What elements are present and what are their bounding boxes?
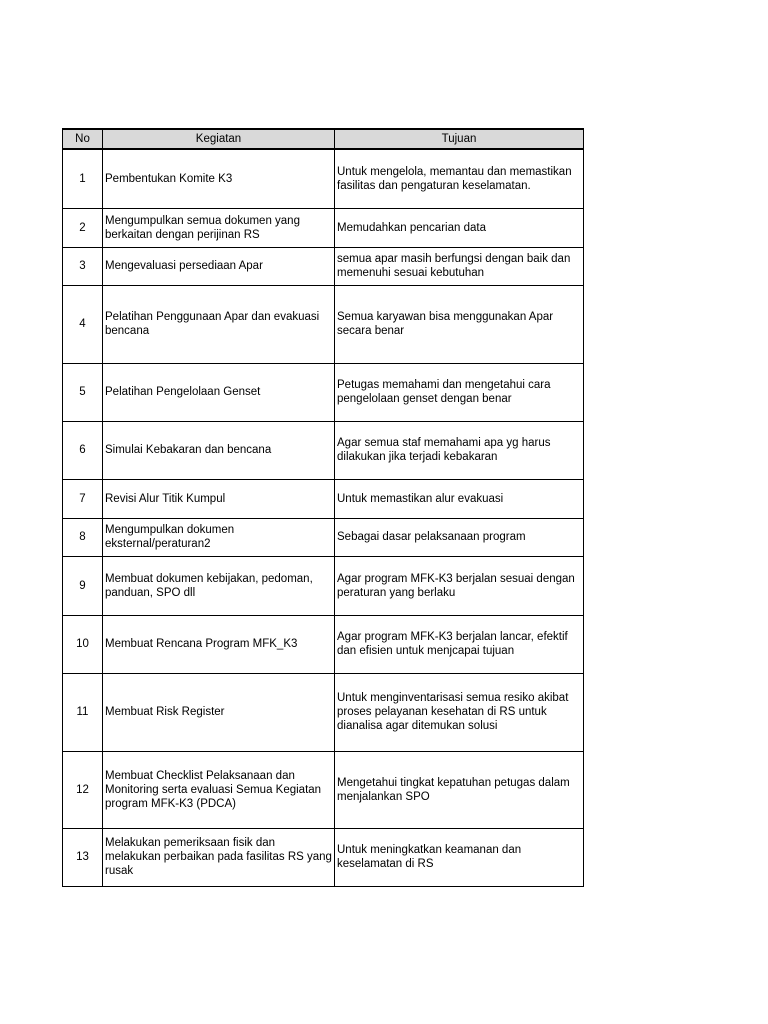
row-no: 6 [63,421,103,479]
table-body [63,149,584,886]
row-tujuan: Memudahkan pencarian data [335,208,584,247]
row-no: 13 [63,828,103,886]
table-row [63,556,584,615]
row-kegiatan: Simulai Kebakaran dan bencana [103,421,335,479]
row-tujuan: Petugas memahami dan mengetahui cara pengelolaan genset dengan benar [335,363,584,421]
row-no: 11 [63,673,103,751]
row-no: 7 [63,479,103,518]
row-kegiatan: Membuat dokumen kebijakan, pedoman, panduan, SPO dll [103,556,335,615]
row-no: 1 [63,149,103,208]
row-tujuan: Agar program MFK-K3 berjalan sesuai dengan peraturan yang berlaku [335,556,584,615]
table-row [63,247,584,285]
row-tujuan: semua apar masih berfungsi dengan baik dan memenuhi sesuai kebutuhan [335,247,584,285]
row-tujuan: Mengetahui tingkat kepatuhan petugas dalam menjalankan SPO [335,751,584,828]
table-row [63,421,584,479]
row-kegiatan: Revisi Alur Titik Kumpul [103,479,335,518]
table-row [63,673,584,751]
row-kegiatan: Mengumpulkan dokumen eksternal/peraturan2 [103,518,335,556]
row-no: 12 [63,751,103,828]
row-tujuan: Untuk menginventarisasi semua resiko akibat proses pelayanan kesehatan di RS untuk dianalisa agar ditemukan solusi [335,673,584,751]
table-header [63,129,584,149]
row-kegiatan: Pelatihan Penggunaan Apar dan evakuasi bencana [103,285,335,363]
row-tujuan: Untuk mengelola, memantau dan memastikan fasilitas dan pengaturan keselamatan. [335,149,584,208]
row-tujuan: Sebagai dasar pelaksanaan program [335,518,584,556]
row-kegiatan: Membuat Risk Register [103,673,335,751]
table-row [63,479,584,518]
table-row [63,149,584,208]
row-kegiatan: Melakukan pemeriksaan fisik dan melakukan perbaikan pada fasilitas RS yang rusak [103,828,335,886]
row-kegiatan: Membuat Rencana Program MFK_K3 [103,615,335,673]
row-tujuan: Semua karyawan bisa menggunakan Apar secara benar [335,285,584,363]
row-no: 8 [63,518,103,556]
table-row [63,208,584,247]
header-row [63,129,584,149]
row-tujuan: Untuk memastikan alur evakuasi [335,479,584,518]
table-row [63,751,584,828]
row-no: 3 [63,247,103,285]
row-no: 10 [63,615,103,673]
table-row [63,828,584,886]
table-row [63,615,584,673]
row-kegiatan: Mengumpulkan semua dokumen yang berkaitan dengan perijinan RS [103,208,335,247]
row-no: 2 [63,208,103,247]
header-tujuan: Tujuan [335,129,584,149]
row-no: 9 [63,556,103,615]
row-kegiatan: Pembentukan Komite K3 [103,149,335,208]
row-no: 5 [63,363,103,421]
row-tujuan: Agar semua staf memahami apa yg harus dilakukan jika terjadi kebakaran [335,421,584,479]
row-tujuan: Agar program MFK-K3 berjalan lancar, efektif dan efisien untuk menjcapai tujuan [335,615,584,673]
header-kegiatan: Kegiatan [103,129,335,149]
row-tujuan: Untuk meningkatkan keamanan dan keselamatan di RS [335,828,584,886]
table-row [63,285,584,363]
table-row [63,363,584,421]
row-kegiatan: Membuat Checklist Pelaksanaan dan Monitoring serta evaluasi Semua Kegiatan program MFK-K3 (PDCA) [103,751,335,828]
row-kegiatan: Mengevaluasi persediaan Apar [103,247,335,285]
header-no: No [63,129,103,149]
row-kegiatan: Pelatihan Pengelolaan Genset [103,363,335,421]
table-row [63,518,584,556]
row-no: 4 [63,285,103,363]
program-table [62,128,584,887]
